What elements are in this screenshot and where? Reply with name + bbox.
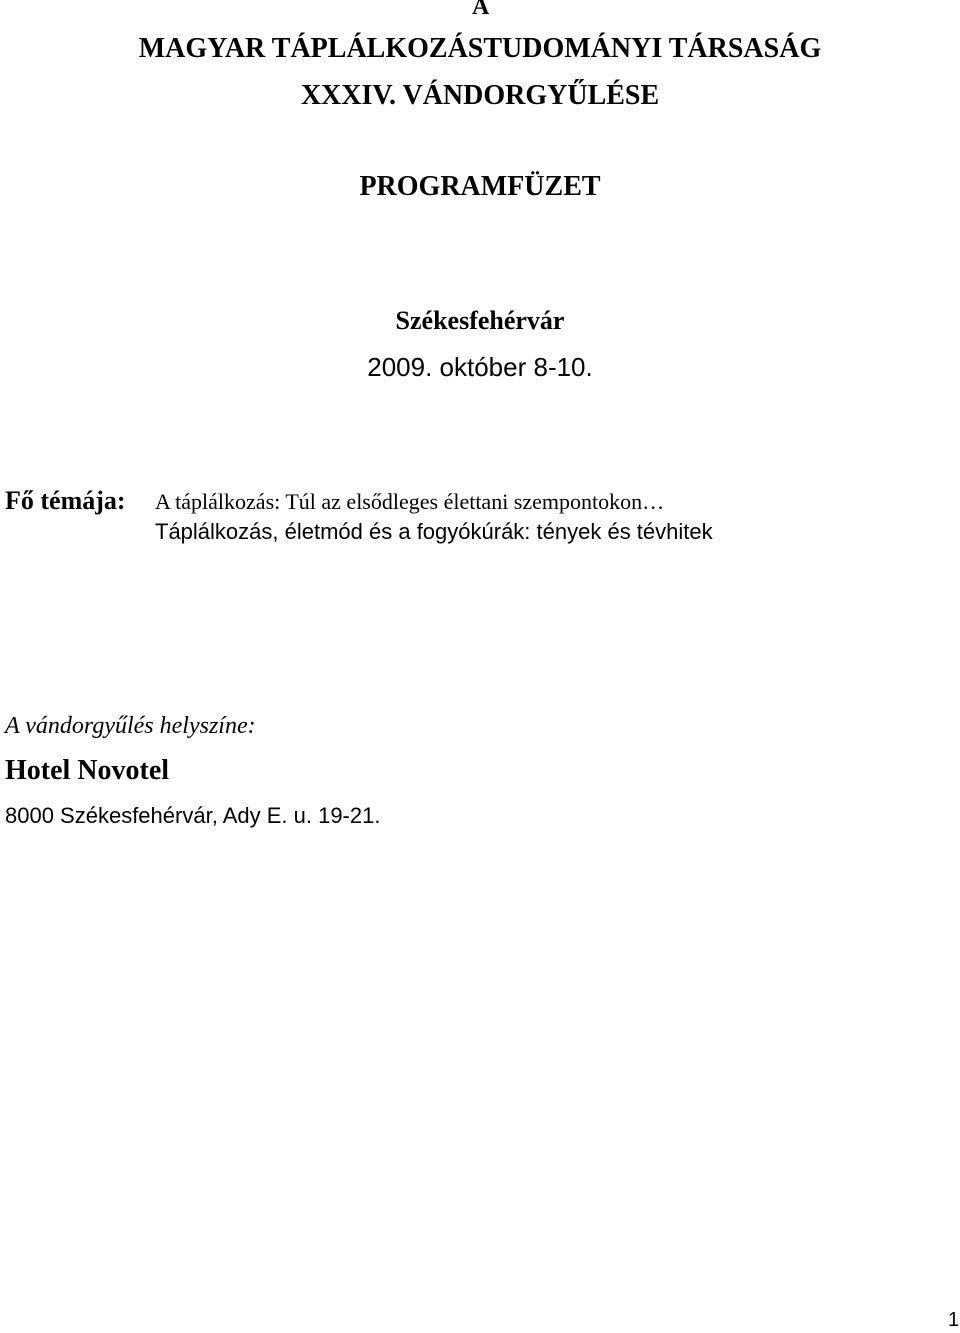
venue-address: 8000 Székesfehérvár, Ady E. u. 19-21.	[5, 803, 381, 828]
booklet-title: PROGRAMFÜZET	[359, 171, 601, 202]
event-city: Székesfehérvár	[395, 306, 565, 335]
event-date: 2009. október 8-10.	[367, 352, 593, 382]
main-theme-label: Fő témája:	[5, 486, 126, 515]
venue-label: A vándorgyűlés helyszíne:	[5, 713, 256, 739]
society-title: MAGYAR TÁPLÁLKOZÁSTUDOMÁNYI TÁRSASÁG	[138, 33, 822, 64]
page-number: 1	[948, 1309, 960, 1331]
document-letter: A	[472, 0, 490, 20]
congress-title: XXXIV. VÁNDORGYŰLÉSE	[300, 80, 660, 111]
venue-name: Hotel Novotel	[5, 755, 170, 786]
main-theme-line-2: Táplálkozás, életmód és a fogyókúrák: tények és tévhitek	[155, 519, 713, 544]
main-theme-line-1: A táplálkozás: Túl az elsődleges élettani szempontokon…	[155, 489, 665, 514]
